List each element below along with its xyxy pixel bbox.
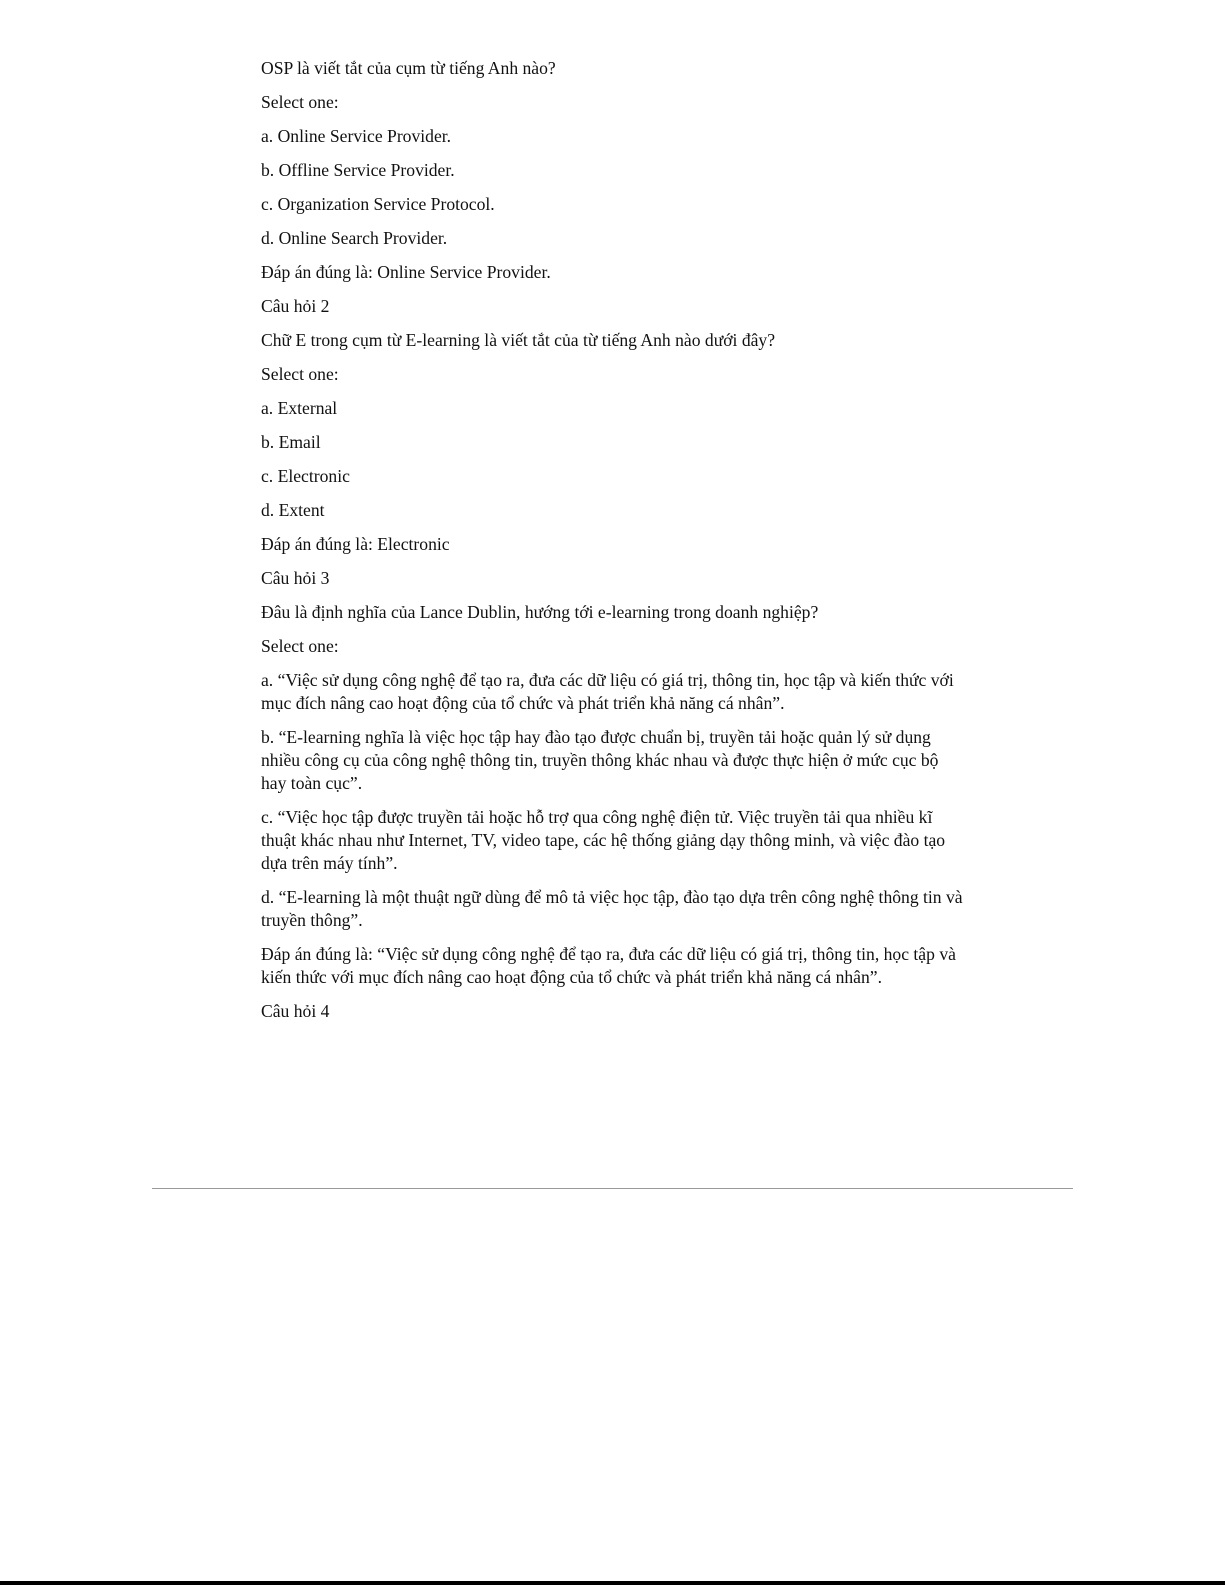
question-2-heading: Câu hỏi 2 (261, 296, 330, 316)
question-2-prompt: Chữ E trong cụm từ E-learning là viết tắt của từ tiếng Anh nào dưới đây? (261, 330, 776, 350)
question-3-option-c: c. “Việc học tập được truyền tải hoặc hỗ trợ qua công nghệ điện tử. Việc truyền tải qua nhiều kĩ thuật khác nhau như Internet, TV, video tape, các hệ thống giảng dạy thông minh, và việc đào tạo dựa trên máy tính”. (261, 807, 946, 873)
question-1-prompt: OSP là viết tắt của cụm từ tiếng Anh nào? (261, 58, 556, 78)
question-2-option-a: a. External (261, 398, 338, 418)
question-1-option-c: c. Organization Service Protocol. (261, 194, 495, 214)
question-2-option-b: b. Email (261, 432, 321, 452)
question-2-select-label: Select one: (261, 364, 339, 384)
question-4-heading: Câu hỏi 4 (261, 1001, 330, 1021)
question-3-option-a: a. “Việc sử dụng công nghệ để tạo ra, đưa các dữ liệu có giá trị, thông tin, học tập và kiến thức với mục đích nâng cao hoạt động của tổ chức và phát triển khả năng cá nhân”. (261, 670, 954, 713)
question-3-option-b: b. “E-learning nghĩa là việc học tập hay đào tạo được chuẩn bị, truyền tải hoặc quản lý sử dụng nhiều công cụ của công nghệ thông tin, truyền thông khác nhau và được thực hiện ở mức cục bộ hay toàn cục”. (261, 727, 939, 793)
question-2-option-c: c. Electronic (261, 466, 350, 486)
question-1-select-label: Select one: (261, 92, 339, 112)
document-body (261, 57, 966, 1034)
question-3-answer: Đáp án đúng là: “Việc sử dụng công nghệ để tạo ra, đưa các dữ liệu có giá trị, thông tin, học tập và kiến thức với mục đích nâng cao hoạt động của tổ chức và phát triển khả năng cá nhân”. (261, 944, 956, 987)
page-bottom-edge (0, 1581, 1225, 1585)
question-3-prompt: Đâu là định nghĩa của Lance Dublin, hướng tới e-learning trong doanh nghiệp? (261, 602, 819, 622)
question-1-answer: Đáp án đúng là: Online Service Provider. (261, 262, 551, 282)
question-2-answer: Đáp án đúng là: Electronic (261, 534, 450, 554)
question-1-option-a: a. Online Service Provider. (261, 126, 452, 146)
page-divider (152, 1188, 1073, 1189)
question-3-heading: Câu hỏi 3 (261, 568, 330, 588)
question-1-option-d: d. Online Search Provider. (261, 228, 448, 248)
question-3-option-d: d. “E-learning là một thuật ngữ dùng để mô tả việc học tập, đào tạo dựa trên công nghệ thông tin và truyền thông”. (261, 887, 963, 930)
question-2-option-d: d. Extent (261, 500, 325, 520)
question-1-option-b: b. Offline Service Provider. (261, 160, 455, 180)
question-3-select-label: Select one: (261, 636, 339, 656)
